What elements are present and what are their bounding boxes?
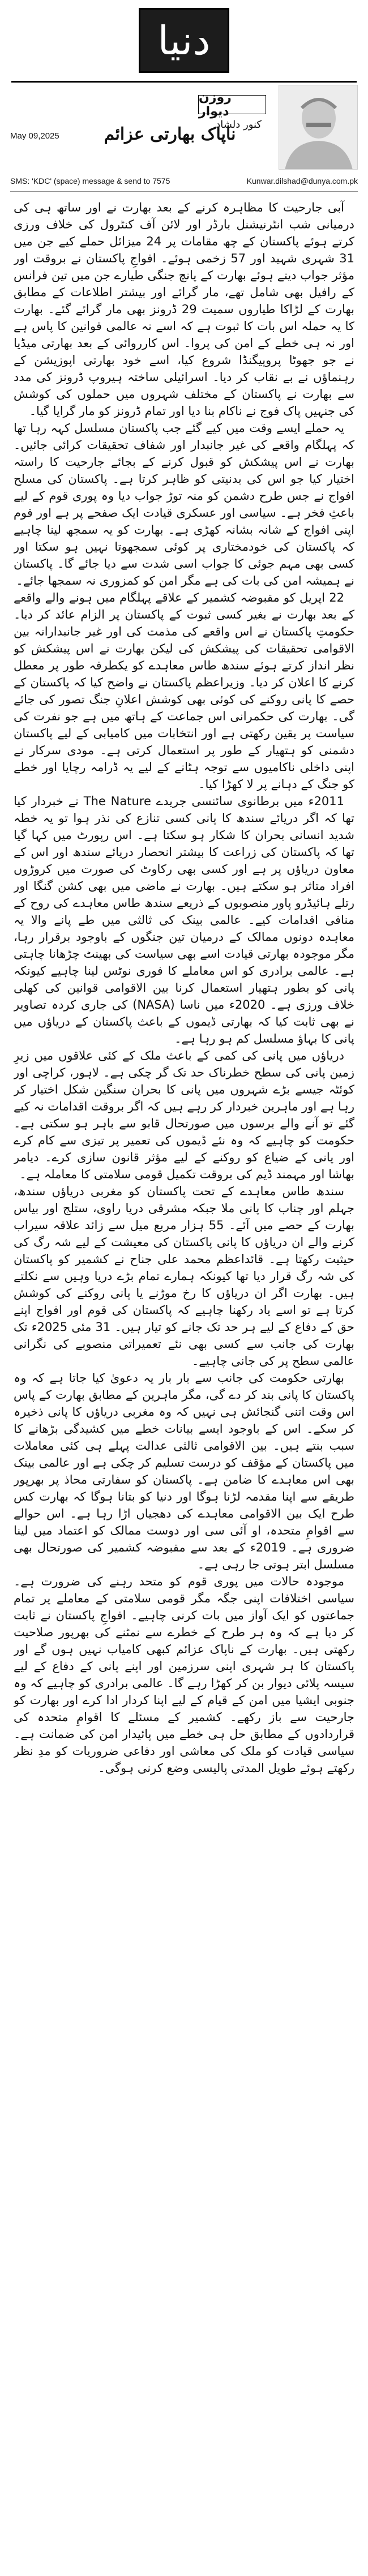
article-paragraph: سندھ طاس معاہدے کے تحت پاکستان کو مغربی دریاؤں سندھ، جہلم اور چناب کا پانی ملا جبکہ مشرقی دریا راوی، ستلج اور بیاس بھارت کے حصے میں آئے۔ 55 ہزار مربع میل سے زائد علاقہ سیراب کرنے والے ان دریاؤں کا پانی پاکستان کی معیشت کے لیے شہ رگ کی حیثیت رکھتا ہے۔ قائداعظم محمد علی جناح نے کشمیر کو پاکستان کی شہ رگ قرار دیا تھا کیونکہ ہمارے تمام بڑے دریا وہیں سے نکلتے ہیں۔ بھارت اگر ان دریاؤں کا رخ موڑنے یا پانی روکنے کی کوشش کرتا ہے تو اسے یاد رکھنا چاہیے کہ پاکستان کی قوم اور افواج اپنے حق کے دفاع کے لیے ہر حد تک جانے کو تیار ہیں۔ 31 مئی 2025ء تک بھارت کی جانب سے کسی بھی نئے تعمیراتی منصوبے کی نگرانی عالمی سطح پر کی جانی چاہیے۔ [14,1185,354,1368]
article-paragraph: یہ حملے ایسے وقت میں کیے گئے جب پاکستان مسلسل کہہ رہا تھا کہ پہلگام واقعے کی غیر جانبدار اور شفاف تحقیقات کرائی جائیں۔ بھارت نے اس پیشکش کو قبول کرنے کے بجائے جارحیت کا راستہ اختیار کیا جو اس کی بدنیتی کو ظاہر کرتا ہے۔ پاکستان کی مسلح افواج نے جس طرح دشمن کو منہ توڑ جواب دیا وہ پوری قوم کے لیے باعثِ فخر ہے۔ سیاسی اور عسکری قیادت ایک صفحے پر ہے اور قوم اپنی افواج کے شانہ بشانہ کھڑی ہے۔ بھارت کو یہ سمجھ لینا چاہیے کہ پاکستان کی خودمختاری پر کوئی سمجھوتا نہیں ہو سکتا اور کسی بھی مہم جوئی کا جواب اسی شدت سے دیا جائے گا۔ پاکستان نے ہمیشہ امن کی بات کی ہے مگر امن کو کمزوری نہ سمجھا جائے۔ [14,421,354,587]
logo-text: دنیا [157,17,211,64]
article-paragraph: موجودہ حالات میں پوری قوم کو متحد رہنے کی ضرورت ہے۔ سیاسی اختلافات اپنی جگہ مگر قومی سلامتی کے معاملے پر تمام جماعتوں کو ایک آواز میں بات کرنی چاہیے۔ افواجِ پاکستان نے ثابت کر دیا ہے کہ وہ ہر طرح کے خطرے سے نمٹنے کی بھرپور صلاحیت رکھتی ہیں۔ بھارت کے ناپاک عزائم کبھی کامیاب نہیں ہوں گے اور پاکستان کا ہر شہری اپنی سرزمین اور اپنے پانی کے دفاع کے لیے سیسہ پلائی دیوار بن کر کھڑا رہے گا۔ عالمی برادری کو چاہیے کہ وہ جنوبی ایشیا میں امن کے قیام کے لیے اپنا کردار ادا کرے اور بھارت کو جارحیت سے باز رکھے۔ کشمیر کے مسئلے کا اقوامِ متحدہ کی قراردادوں کے مطابق حل ہی خطے میں پائیدار امن کی ضمانت ہے۔ سیاسی قیادت کو ملک کی معاشی اور دفاعی ضروریات کو مدِ نظر رکھتے ہوئے طویل المدتی پالیسی وضع کرنی ہوگی۔ [14,1575,354,1775]
article-paragraph: 22 اپریل کو مقبوضہ کشمیر کے علاقے پہلگام میں ہونے والے واقعے کے بعد بھارت نے بغیر کسی ثبوت کے پاکستان پر الزام عائد کر دیا۔ حکومتِ پاکستان نے اس واقعے کی مذمت کی اور غیر جانبدارانہ بین الاقوامی تحقیقات کی پیشکش کی لیکن بھارت نے اس پیشکش کو نظر انداز کرتے ہوئے سندھ طاس معاہدے کو یکطرفہ طور پر معطل کرنے کا اعلان کر دیا۔ وزیراعظم پاکستان نے واضح کیا کہ پاکستان کے حصے کا پانی روکنے کی کوئی بھی کوشش اعلانِ جنگ تصور کی جائے گی۔ بھارت کی حکمرانی اس جماعت کے ہاتھ میں ہے جو نفرت کی سیاست پر یقین رکھتی ہے اور انتخابات میں کامیابی کے لیے پاکستان دشمنی کو ہتھیار کے طور پر استعمال کرتی ہے۔ مودی سرکار نے اپنی داخلی ناکامیوں سے توجہ ہٹانے کے لیے یہ ڈرامہ رچایا اور خطے کو جنگ کے دہانے پر لا کھڑا کیا۔ [14,591,354,791]
header-divider [10,191,358,192]
newspaper-logo [139,8,229,73]
author-email: Kunwar.dilshad@dunya.com.pk [246,176,358,185]
article-paragraph: دریاؤں میں پانی کی کمی کے باعث ملک کے کئی علاقوں میں زیرِ زمین پانی کی سطح خطرناک حد تک گر چکی ہے۔ لاہور، کراچی اور کوئٹہ جیسے بڑے شہروں میں پانی کا بحران سنگین شکل اختیار کر رہا ہے اور ماہرین خبردار کر رہے ہیں کہ اگر بروقت اقدامات نہ کیے گئے تو آنے والے برسوں میں صورتحال قابو سے باہر ہو سکتی ہے۔ حکومت کو چاہیے کہ وہ نئے ڈیموں کی تعمیر پر تیزی سے کام کرے اور پانی کے ضیاع کو روکنے کے لیے مؤثر قانون سازی کرے۔ دیامر بھاشا اور مہمند ڈیم کی بروقت تکمیل قومی سلامتی کا معاملہ ہے۔ [14,1049,354,1181]
article-paragraph: 2011ء میں برطانوی سائنسی جریدے The Nature نے خبردار کیا تھا کہ اگر دریائے سندھ کا پانی کسی تنازع کی نذر ہوا تو یہ خطہ شدید انسانی بحران کا شکار ہو سکتا ہے۔ اس رپورٹ میں کہا گیا تھا کہ پاکستان کی زراعت کا بیشتر انحصار دریائے سندھ اور اس کے معاون دریاؤں پر ہے اور کسی بھی رکاوٹ کی صورت میں کروڑوں افراد متاثر ہو سکتے ہیں۔ بھارت نے ماضی میں بھی کشن گنگا اور رتلے ہائیڈرو پاور منصوبوں کے ذریعے سندھ طاس معاہدے کی روح کے منافی اقدامات کیے۔ عالمی بینک کی ثالثی میں طے پانے والا یہ معاہدہ دونوں ممالک کے درمیان تین جنگوں کے باوجود برقرار رہا، مگر موجودہ بھارتی قیادت اسے بھی سیاست کی بھینٹ چڑھانا چاہتی ہے۔ عالمی برادری کو اس معاملے کا فوری نوٹس لینا چاہیے کیونکہ پانی کو بطور ہتھیار استعمال کرنا بین الاقوامی قوانین کی کھلی خلاف ورزی ہے۔ 2020ء میں ناسا (NASA) کی جاری کردہ تصاویر نے بھی ثابت کیا کہ بھارتی ڈیموں کے باعث پاکستان کے دریاؤں میں پانی کا بہاؤ مسلسل کم ہو رہا ہے۔ [14,794,354,1045]
author-portrait-icon [279,85,358,170]
article-paragraph: بھارتی حکومت کی جانب سے بار بار یہ دعویٰ کیا جاتا ہے کہ وہ پاکستان کا پانی بند کر دے گی، مگر ماہرین کے مطابق بھارت کے پاس اس وقت اتنی گنجائش ہی نہیں کہ وہ مغربی دریاؤں کا پانی ذخیرہ کر سکے۔ اس کے باوجود ایسے بیانات خطے میں کشیدگی بڑھانے کا سبب بنتے ہیں۔ بین الاقوامی ثالثی عدالت پہلے ہی کئی معاملات میں پاکستان کے مؤقف کو درست تسلیم کر چکی ہے اور عالمی بینک بھی اس معاہدے کا ضامن ہے۔ پاکستان کو سفارتی محاذ پر بھرپور طریقے سے اپنا مقدمہ لڑنا ہوگا اور دنیا کو بتانا ہوگا کہ بھارت کس طرح ایک بین الاقوامی معاہدے کی دھجیاں اڑا رہا ہے۔ اس حوالے سے اقوامِ متحدہ، او آئی سی اور دوست ممالک کو اعتماد میں لینا ضروری ہے۔ 2019ء کے بعد سے مقبوضہ کشمیر کی صورتحال بھی مسلسل ابتر ہوتی جا رہی ہے۔ [14,1371,354,1571]
article-body [14,199,354,2562]
article-headline: ناپاک بھارتی عزائم [104,124,236,144]
author-photo [279,85,358,170]
masthead-divider [11,81,357,83]
sms-instructions: SMS: 'KDC' (space) message & send to 7575 [10,176,170,185]
column-name-badge: روزن دیوار [198,95,266,114]
publish-date: May 09,2025 [10,131,59,141]
author-name: کنور دلشاد [216,119,262,131]
masthead [0,0,368,185]
article-paragraph: آبی جارحیت کا مظاہرہ کرنے کے بعد بھارت نے اور ساتھ ہی کی درمیانی شب انٹرنیشنل بارڈر اور لائن آف کنٹرول کی خلاف ورزی کرتے ہوئے پاکستان کے چھ مقامات پر 24 میزائل حملے کیے جن میں 31 شہری شہید اور 57 زخمی ہوئے۔ افواجِ پاکستان نے بروقت اور مؤثر جواب دیتے ہوئے بھارت کے پانچ جنگی طیارے جن میں تین فرانس کے رافیل بھی شامل تھے، مار گرائے اور بیشتر اطلاعات کے مطابق بھارت کے لڑاکا طیاروں سمیت 29 ڈرونز بھی مار گرائے گئے۔ بھارت کا یہ حملہ اس بات کا ثبوت ہے کہ اسے نہ عالمی قوانین کا پاس ہے اور نہ ہی خطے کے امن کی پروا۔ اس کارروائی کے بعد بھارتی میڈیا نے جو جھوٹا پروپیگنڈا شروع کیا، اسے خود بھارتی اپوزیشن کے رہنماؤں نے بے نقاب کر دیا۔ اسرائیلی ساختہ ہیروپ ڈرونز کی مدد سے بھارت نے پاکستان کے مختلف شہروں میں حملوں کی کوشش کی جنہیں پاک فوج نے ناکام بنا دیا اور تمام ڈرونز کو مار گرایا گیا۔ [14,201,354,418]
